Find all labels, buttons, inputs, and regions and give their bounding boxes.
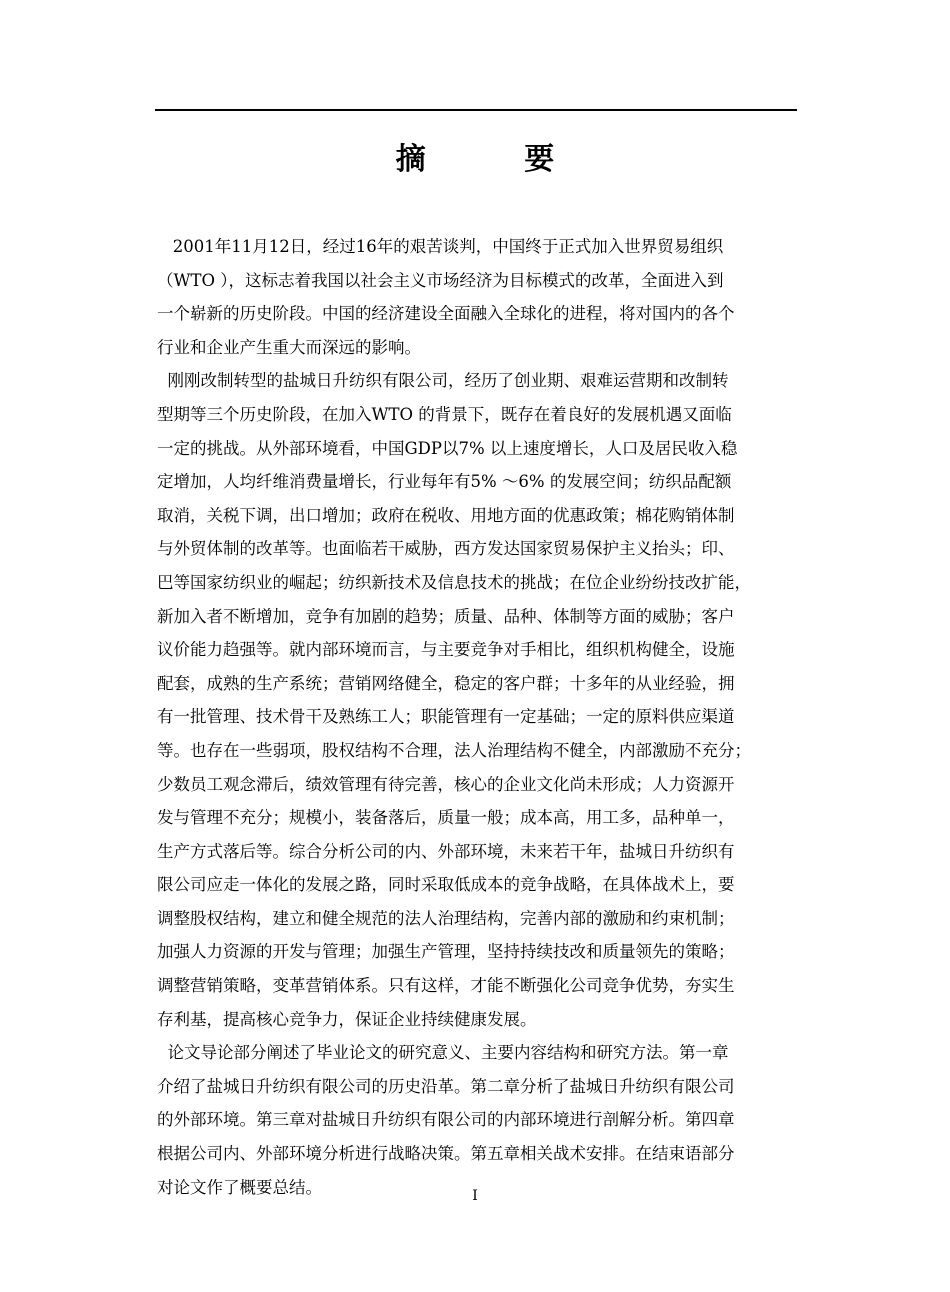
text-line: 对论文作了概要总结。: [157, 1177, 322, 1197]
text-line: 限公司应走一体化的发展之路，同时采取低成本的竞争战略，在具体战术上，要: [157, 875, 735, 895]
text-line: 2001年11月12日，经过16年的艰苦谈判，中国终于正式加入世界贸易组织: [157, 237, 724, 256]
text-line: 存利基，提高核心竞争力，保证企业持续健康发展。: [157, 1009, 537, 1029]
text-line: 介绍了盐城日升纺织有限公司的历史沿革。第二章分析了盐城日升纺织有限公司: [157, 1076, 735, 1096]
text-line: 一定的挑战。从外部环境看，中国GDP以7% 以上速度增长，人口及居民收入稳: [157, 438, 738, 458]
text-line: 根据公司内、外部环境分析进行战略决策。第五章相关战术安排。在结束语部分: [157, 1144, 735, 1164]
text-line: 加强人力资源的开发与管理；加强生产管理，坚持持续技改和质量领先的策略；: [157, 942, 735, 962]
text-line: 型期等三个历史阶段，在加入WTO 的背景下，既存在着良好的发展机遇又面临: [157, 404, 732, 424]
text-line: 有一批管理、技术骨干及熟练工人；职能管理有一定基础；一定的原料供应渠道: [157, 707, 735, 727]
text-line: 等。也存在一些弱项，股权结构不合理，法人治理结构不健全，内部激励不充分；: [157, 740, 751, 760]
text-line: （WTO ），这标志着我国以社会主义市场经济为目标模式的改革，全面进入到: [157, 270, 724, 290]
text-line: 刚刚改制转型的盐城日升纺织有限公司，经历了创业期、艰难运营期和改制转: [157, 371, 729, 391]
text-line: 少数员工观念滞后，绩效管理有待完善，核心的企业文化尚未形成；人力资源开: [157, 774, 735, 794]
text-line: 的外部环境。第三章对盐城日升纺织有限公司的内部环境进行剖解分析。第四章: [157, 1110, 735, 1130]
text-line: 巴等国家纺织业的崛起；纺织新技术及信息技术的挑战；在位企业纷纷技改扩能，: [157, 572, 751, 592]
page-number: I: [472, 1188, 478, 1204]
text-line: 新加入者不断增加，竞争有加剧的趋势；质量、品种、体制等方面的威胁；客户: [157, 606, 735, 626]
text-line: 调整营销策略，变革营销体系。只有这样，才能不断强化公司竞争优势，夯实生: [157, 976, 735, 996]
text-line: 生产方式落后等。综合分析公司的内、外部环境，未来若干年，盐城日升纺织有: [157, 841, 735, 861]
text-line: 一个崭新的历史阶段。中国的经济建设全面融入全球化的进程，将对国内的各个: [157, 304, 735, 324]
text-line: 行业和企业产生重大而深远的影响。: [157, 337, 421, 357]
text-line: 调整股权结构，建立和健全规范的法人治理结构，完善内部的激励和约束机制；: [157, 908, 735, 928]
abstract-title: 摘 要: [395, 142, 599, 177]
text-line: 议价能力趋强等。就内部环境而言，与主要竞争对手相比，组织机构健全，设施: [157, 640, 735, 660]
text-line: 取消，关税下调，出口增加；政府在税收、用地方面的优惠政策；棉花购销体制: [157, 505, 735, 525]
abstract-body: [157, 230, 807, 1204]
text-line: 与外贸体制的改革等。也面临若干威胁，西方发达国家贸易保护主义抬头；印、: [157, 539, 735, 559]
text-line: 发与管理不充分；规模小，装备落后，质量一般；成本高，用工多，品种单一，: [157, 808, 735, 828]
text-line: 定增加，人均纤维消费量增长，行业每年有5% ～6% 的发展空间；纺织品配额: [157, 472, 732, 492]
text-line: 论文导论部分阐述了毕业论文的研究意义、主要内容结构和研究方法。第一章: [157, 1043, 729, 1063]
text-line: 配套，成熟的生产系统；营销网络健全，稳定的客户群；十多年的从业经验，拥: [157, 673, 735, 693]
header-rule: [155, 109, 797, 111]
